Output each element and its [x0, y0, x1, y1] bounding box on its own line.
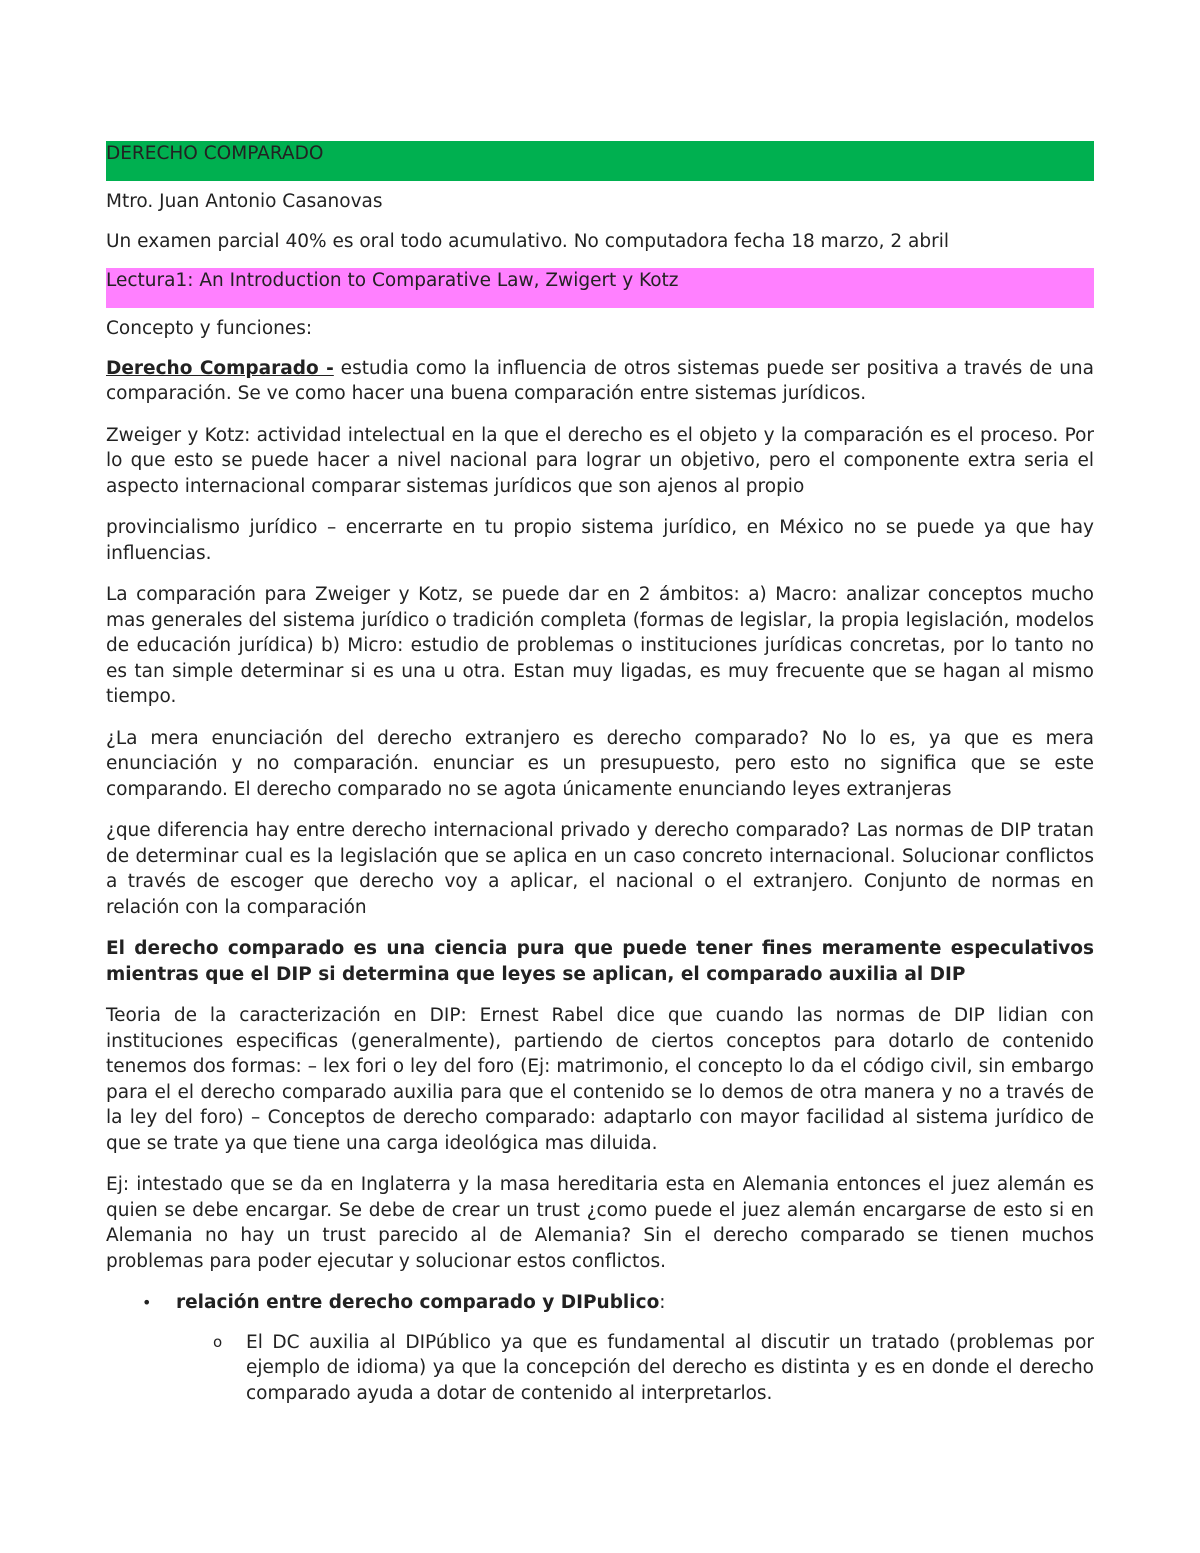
definition-text: estudia como la influencia de otros sistemas puede ser positiva a través de una comparación. Se ve como hacer una buena comparación entre sistemas jurídicos.	[106, 357, 1094, 404]
ejemplo-paragraph: Ej: intestado que se da en Inglaterra y la masa hereditaria esta en Alemania entonces el juez alemán es quien se debe encargar. Se debe de crear un trust ¿como puede el juez alemán encargarse de esto si en Alemania no hay un trust parecido al de Alemania? Sin el derecho comparado se tienen muchos problemas para poder ejecutar y solucionar estos conflictos.	[106, 1174, 1094, 1272]
reading-title: Lectura1: An Introduction to Comparative Law, Zwigert y Kotz	[106, 270, 679, 291]
zweiger-paragraph: Zweiger y Kotz: actividad intelectual en la que el derecho es el objeto y la comparación es el proceso. Por lo que esto se puede hacer a nivel nacional para lograr un objetivo, pero el componente extra seria el aspecto internacional comparar sistemas jurídicos que son ajenos al propio	[106, 424, 1094, 497]
bullet-heading-colon: :	[659, 1292, 666, 1313]
exam-info: Un examen parcial 40% es oral todo acumulativo. No computadora fecha 18 marzo, 2 abril	[106, 230, 949, 252]
sub-bullet-icon: o	[213, 1332, 223, 1351]
teoria-paragraph: Teoria de la caracterización en DIP: Ernest Rabel dice que cuando las normas de DIP lidian con instituciones especificas (generalmente), partiendo de ciertos conceptos para dotarlo de contenido tenemos dos formas: – lex fori o ley del foro (Ej: matrimonio, el concepto lo da el código civil, sin embargo para el el derecho comparado auxilia para que el contenido se lo demos de otra manera y no a través de la ley del foro) – Conceptos de derecho comparado: adaptarlo con mayor facilidad al sistema jurídico de que se trate ya que tiene una carga ideológica mas diluida.	[106, 1005, 1094, 1154]
bullet-heading: relación entre derecho comparado y DIPublico	[176, 1292, 660, 1313]
course-title-band	[106, 141, 1094, 181]
definition-term: Derecho Comparado -	[106, 357, 334, 379]
reading-band	[106, 268, 1094, 308]
professor-name: Mtro. Juan Antonio Casanovas	[106, 191, 383, 212]
comparacion-paragraph: La comparación para Zweiger y Kotz, se puede dar en 2 ámbitos: a) Macro: analizar conceptos mucho mas generales del sistema jurídico o tradición completa (formas de legislar, la propia legislación, modelos de educación jurídica) b) Micro: estudio de problemas o instituciones jurídicas concretas, por lo tanto no es tan simple determinar si es una u otra. Estan muy ligadas, es muy frecuente que se hagan al mismo tiempo.	[106, 584, 1094, 707]
course-title: DERECHO COMPARADO	[106, 143, 324, 164]
section-label: Concepto y funciones:	[106, 318, 313, 339]
enunciacion-paragraph: ¿La mera enunciación del derecho extranjero es derecho comparado? No lo es, ya que es mera enunciación y no comparación. enunciar es un presupuesto, pero esto no significa que se este comparando. El derecho comparado no se agota únicamente enunciando leyes extranjeras	[106, 727, 1094, 800]
bullet-item	[106, 1290, 1094, 1316]
bullet-icon: •	[142, 1293, 152, 1312]
sub-bullet-item	[106, 1330, 1094, 1407]
bold-statement: El derecho comparado es una ciencia pura que puede tener fines meramente especulativos mientras que el DIP si determina que leyes se aplican, el comparado auxilia al DIP	[106, 938, 1094, 985]
provincialismo-paragraph: provincialismo jurídico – encerrarte en tu propio sistema jurídico, en México no se puede ya que hay influencias.	[106, 517, 1094, 564]
sub-bullet-text: El DC auxilia al DIPúblico ya que es fundamental al discutir un tratado (problemas por ejemplo de idioma) ya que la concepción del derecho es distinta y es en donde el derecho comparado ayuda a dotar de contenido al interpretarlos.	[246, 1331, 1094, 1404]
definition-paragraph	[106, 356, 1094, 407]
diferencia-paragraph: ¿que diferencia hay entre derecho internacional privado y derecho comparado? Las normas de DIP tratan de determinar cual es la legislación que se aplica en un caso concreto internacional. Solucionar conflictos a través de escoger que derecho voy a aplicar, el nacional o el extranjero. Conjunto de normas en relación con la comparación	[106, 820, 1094, 918]
document-page	[106, 141, 1094, 1406]
